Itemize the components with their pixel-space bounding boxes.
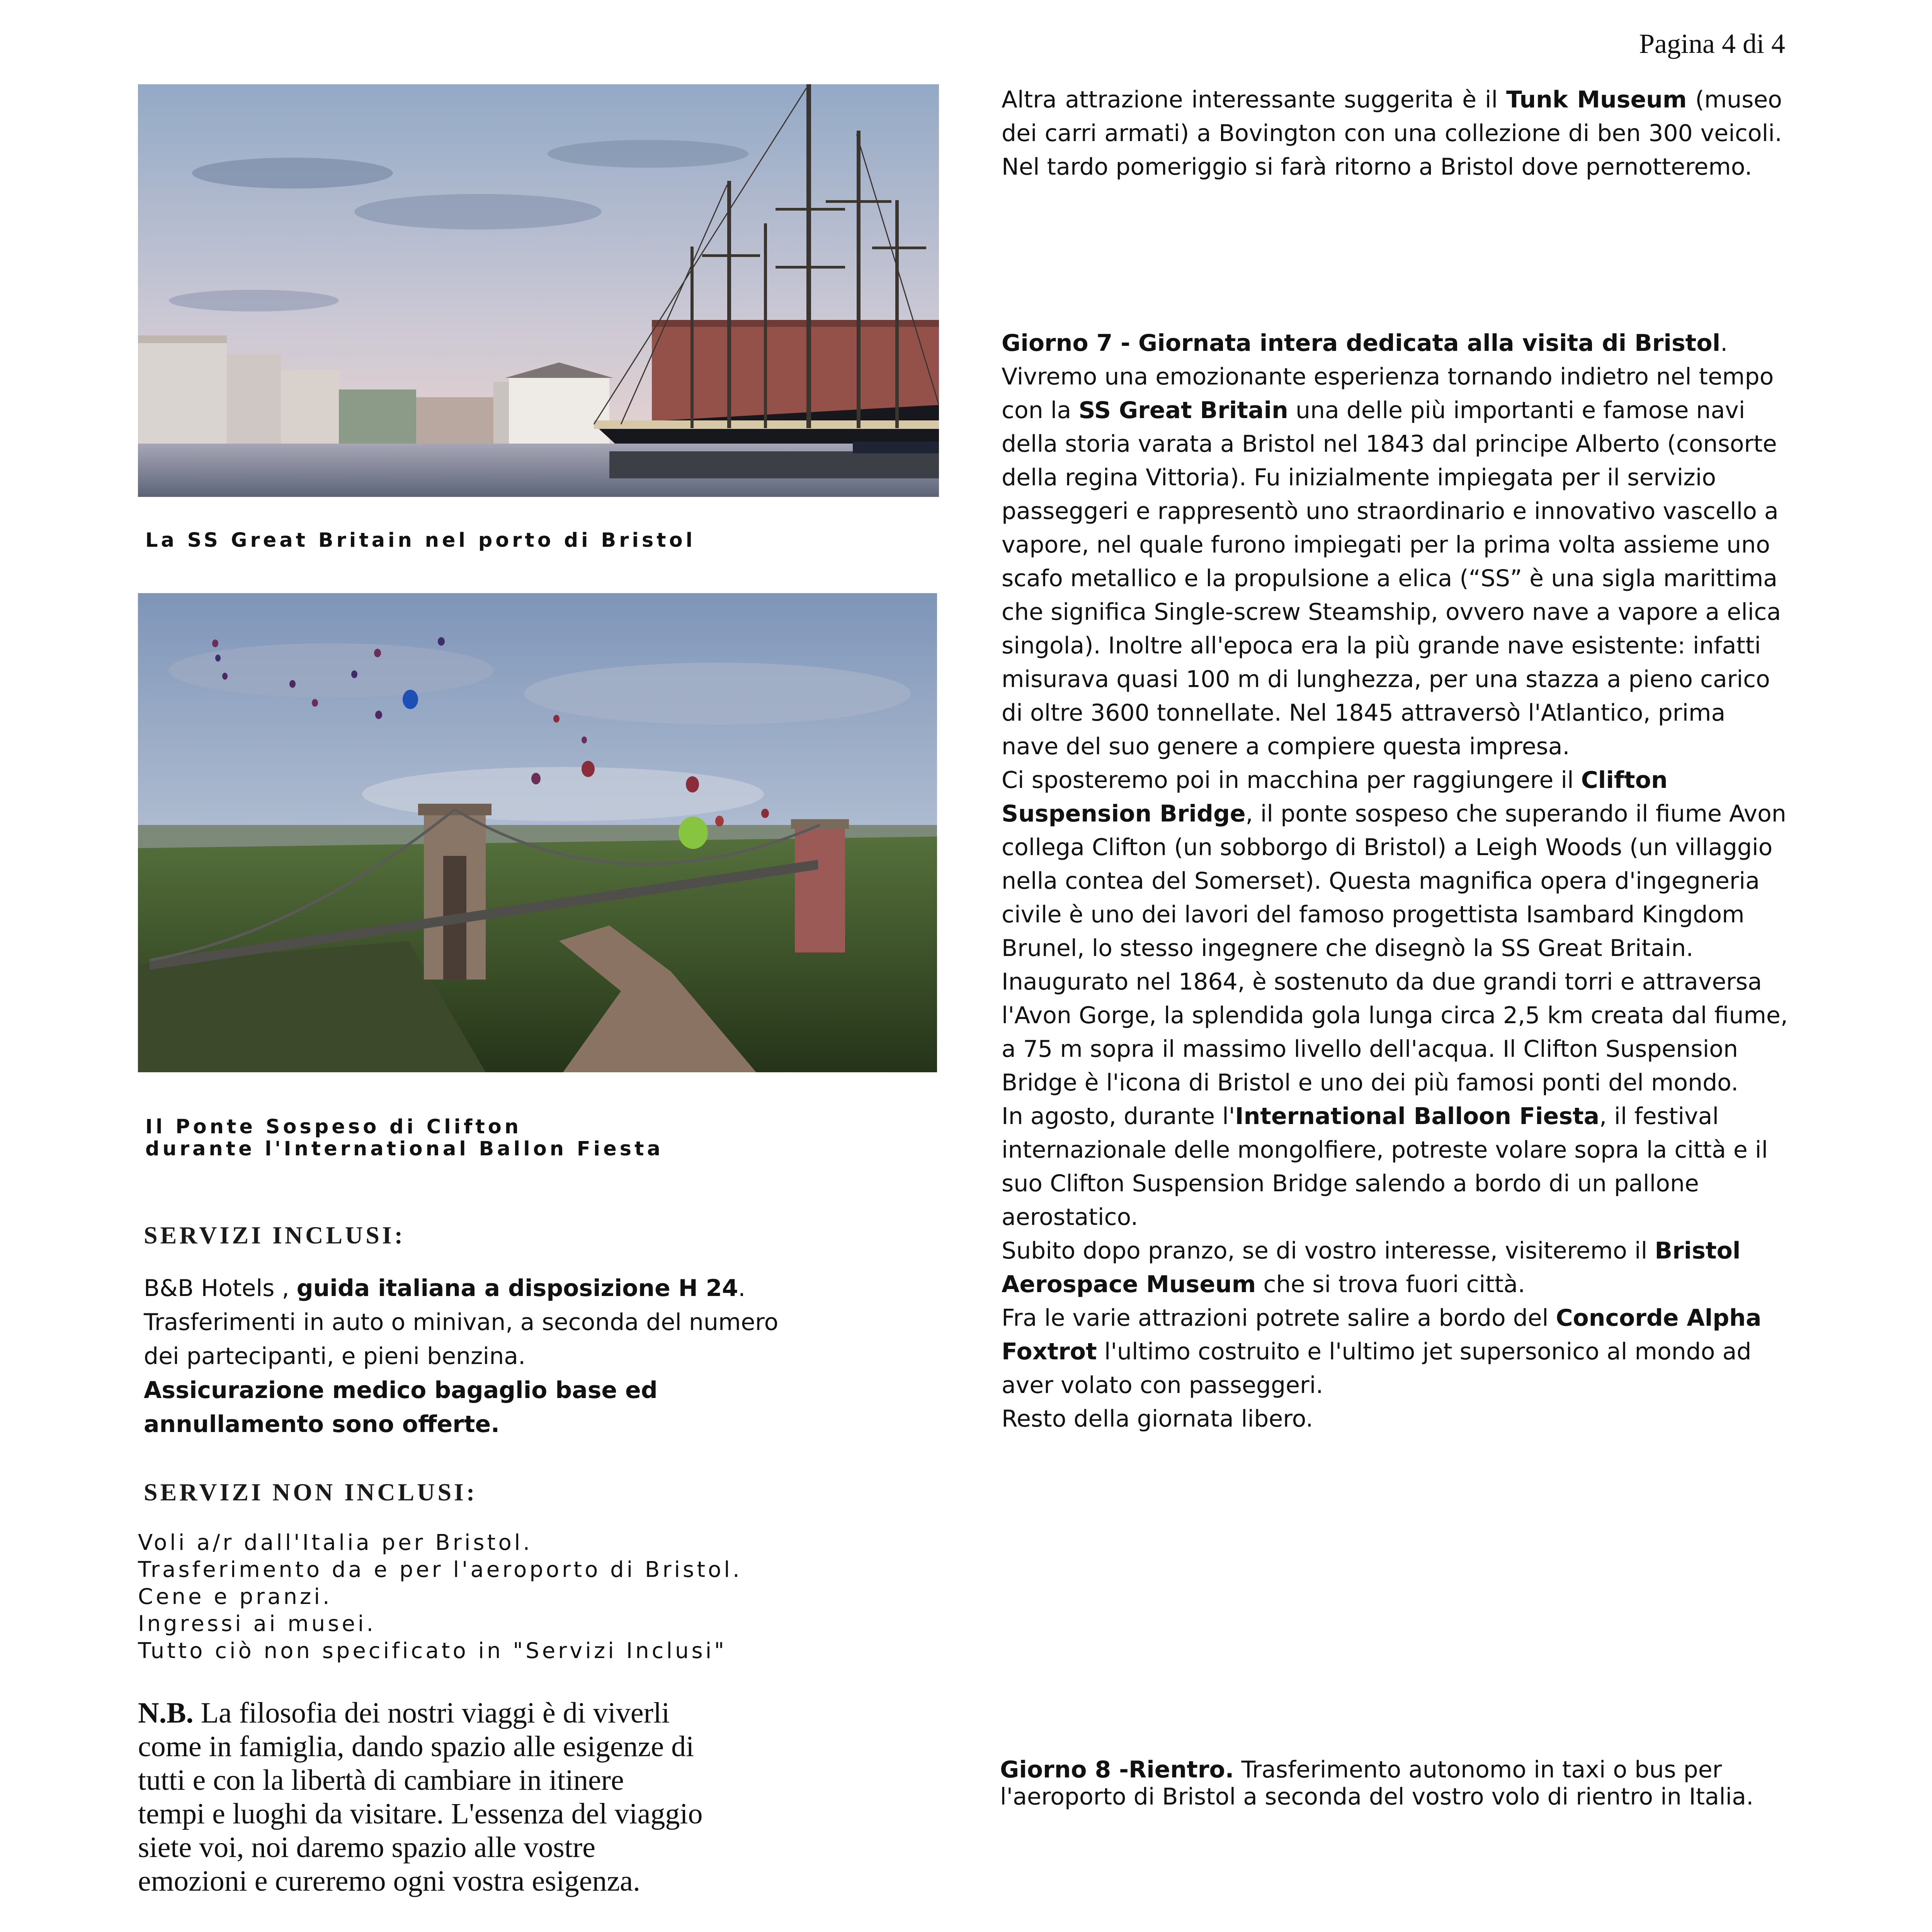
nb-line: N.B. La filosofia dei nostri viaggi è di viverli [138, 1697, 670, 1729]
page-number: Pagina 4 di 4 [1639, 28, 1785, 59]
non-inclusi-item: Tutto ciò non specificato in "Servizi Inclusi" [138, 1638, 727, 1663]
photo-caption-clifton-line1: Il Ponte Sospeso di Clifton [145, 1116, 522, 1138]
intro-return: Nel tardo pomeriggio si farà ritorno a Bristol dove pernotteremo. [1002, 153, 1752, 180]
giorno-7-p4: In agosto, durante l'International Balloon Fiesta, il festival internazionale delle mongolfiere, potreste volare sopra la città e il suo Clifton Suspension Bridge salendo a bordo di un pallone aerostatico. [1002, 1103, 1768, 1231]
giorno-7-p1: Vivremo una emozionante esperienza tornando indietro nel tempo con la SS Great Britain una delle più importanti e famose navi della storia varata a Bristol nel 1843 dal principe Alberto (consorte della regina Vittoria). Fu inizialmente impiegata per il servizio passeggeri e rappresentò uno straordinario e innovativo vascello a vapore, nel quale furono impiegati per la prima volta assieme uno scafo metallico e la propulsione a elica (“SS” è una sigla marittima che significa Single-screw Steamship, ovvero nave a vapore a elica singola). Inoltre all'epoca era la più grande nave esistente: infatti misurava quasi 100 m di lunghezza, per una stazza a pieno carico di oltre 3600 tonnellate. Nel 1845 attraversò l'Atlantico, prima nave del suo genere a compiere questa impresa. [1002, 363, 1781, 760]
non-inclusi-item: Ingressi ai musei. [138, 1611, 376, 1636]
clifton-bridge-photo [138, 593, 937, 1072]
non-inclusi-item: Trasferimento da e per l'aeroporto di Bristol. [138, 1557, 742, 1582]
giorno-7-p3: Inaugurato nel 1864, è sostenuto da due grandi torri e attraversa l'Avon Gorge, la splendida gola lunga circa 2,5 km creata dal fiume, a 75 m sopra il massimo livello dell'acqua. Il Clifton Suspension Bridge è l'icona di Bristol e uno dei più famosi ponti del mondo. [1002, 968, 1788, 1096]
nb-line: siete voi, noi daremo spazio alle vostre [138, 1831, 595, 1864]
servizi-inclusi-heading: SERVIZI INCLUSI: [144, 1221, 406, 1249]
servizi-non-inclusi-list [138, 1529, 969, 1665]
nb-label: N.B. [138, 1697, 194, 1729]
giorno-7-p6: Fra le varie attrazioni potrete salire a bordo del Concorde Alpha Foxtrot l'ultimo costruito e l'ultimo jet supersonico al mondo ad aver volato con passeggeri. [1002, 1304, 1762, 1399]
giorno-8-text: Trasferimento autonomo in taxi o bus per l'aeroporto di Bristol a seconda del vostro volo di rientro in Italia. [1000, 1756, 1754, 1810]
servizi-non-inclusi-heading: SERVIZI NON INCLUSI: [144, 1478, 478, 1506]
giorno-7-p5: Subito dopo pranzo, se di vostro interesse, visiteremo il Bristol Aerospace Museum che si trova fuori città. [1002, 1237, 1741, 1298]
giorno-7-p2: Ci sposteremo poi in macchina per raggiungere il Clifton Suspension Bridge, il ponte sospeso che superando il fiume Avon collega Clifton (un sobborgo di Bristol) a Leigh Woods (un villaggio nella contea del Somerset). Questa magnifica opera d'ingegneria civile è uno dei lavori del famoso progettista Isambard Kingdom Brunel, lo stesso ingegnere che disegnò la SS Great Britain. [1002, 767, 1786, 962]
nb-paragraph [138, 1696, 969, 1898]
nb-line: emozioni e cureremo ogni vostra esigenza. [138, 1865, 640, 1897]
giorno-7-section [1002, 327, 1788, 1436]
servizi-inclusi-list [144, 1271, 955, 1441]
servizi-inclusi-line-3: dei partecipanti, e pieni benzina. [144, 1343, 526, 1370]
servizi-inclusi-line-2: Trasferimenti in auto o minivan, a seconda del numero [144, 1309, 779, 1336]
giorno-8-title: Giorno 8 -Rientro. [1000, 1756, 1234, 1783]
intro-tunk-museum: Altra attrazione interessante suggerita è il Tunk Museum (museo dei carri armati) a Bovington con una collezione di ben 300 veicoli. [1002, 86, 1782, 147]
servizi-inclusi-line-1: B&B Hotels , guida italiana a disposizione H 24. [144, 1275, 746, 1302]
servizi-inclusi-line-5: annullamento sono offerte. [144, 1411, 500, 1438]
intro-paragraph [1002, 83, 1782, 184]
nb-line: come in famiglia, dando spazio alle esigenze di [138, 1730, 694, 1763]
photo-caption-clifton-line2: durante l'International Ballon Fiesta [145, 1138, 663, 1160]
non-inclusi-item: Cene e pranzi. [138, 1584, 332, 1609]
ss-great-britain-photo [138, 84, 939, 497]
servizi-inclusi-line-4: Assicurazione medico bagaglio base ed [144, 1377, 658, 1404]
giorno-8-section [1000, 1756, 1792, 1810]
nb-line: tempi e luoghi da visitare. L'essenza del viaggio [138, 1798, 703, 1830]
non-inclusi-item: Voli a/r dall'Italia per Bristol. [138, 1530, 533, 1555]
giorno-7-p7: Resto della giornata libero. [1002, 1405, 1313, 1432]
giorno-7-title: Giorno 7 - Giornata intera dedicata alla visita di Bristol. [1002, 330, 1728, 357]
nb-line: tutti e con la libertà di cambiare in itinere [138, 1764, 624, 1796]
photo-caption-ss-great-britain: La SS Great Britain nel porto di Bristol [145, 529, 696, 552]
